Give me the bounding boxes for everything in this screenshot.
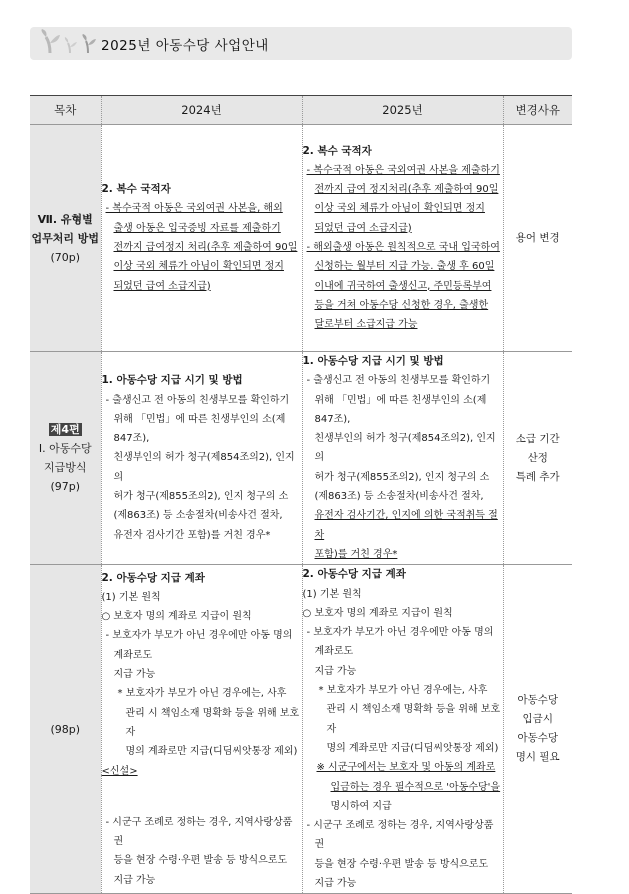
- toc-page: (70p): [50, 250, 81, 264]
- toc-page: (97p): [50, 480, 81, 494]
- cell-2024: [101, 565, 302, 894]
- text-line: (제863조) 등 소송절차(비송사건 절차,: [113, 510, 283, 522]
- page-title: 2025년 아동수당 사업안내: [101, 38, 269, 54]
- text-line: 친생부인의 허가 청구(제854조의2), 인지의: [314, 433, 496, 464]
- section-heading: 2. 복수 국적자: [101, 183, 171, 196]
- section-heading: 2. 아동수당 지급 계좌: [302, 568, 406, 581]
- text-line: 친생부인의 허가 청구(제854조의2), 인지의: [113, 452, 295, 483]
- section-heading: 2. 복수 국적자: [302, 144, 372, 157]
- part-badge: 제4편: [50, 423, 80, 437]
- text-line: - 출생신고 전 아동의 친생부모를 확인하기: [105, 394, 290, 406]
- reason-line: 명시 필요: [515, 751, 560, 764]
- header-2025: 2025년: [302, 96, 503, 125]
- toc-cell: [30, 565, 101, 894]
- cell-2024: [101, 125, 302, 352]
- table-header-row: [30, 96, 572, 125]
- cell-2024: [101, 352, 302, 565]
- sub-heading: (1) 기본 원칙: [302, 588, 362, 600]
- text-line: 명의 계좌로만 지급(디딤씨앗통장 제외): [125, 746, 298, 758]
- text-line: - 복수국적 아동은 국외여권 사본을, 해외: [105, 203, 283, 215]
- text-line: 지급 가능: [314, 878, 357, 890]
- text-line: 되었던 급여 소급지급): [314, 222, 412, 234]
- text-line: 지급 가능: [314, 665, 357, 677]
- text-line: 위해 「민법」에 따른 친생부인의 소(제847조),: [113, 413, 286, 445]
- toc-line: 업무처리 방법: [31, 231, 100, 245]
- reason-line: 소급 기간: [515, 432, 560, 445]
- sub-heading: (1) 기본 원칙: [101, 591, 161, 603]
- toc-line: Ⅶ. 유형별: [37, 212, 93, 226]
- header-2024: 2024년: [101, 96, 302, 125]
- text-line: 관리 시 책임소재 명확화 등을 위해 보호자: [125, 707, 300, 738]
- text-line: 포함)를 거친 경우*: [314, 548, 398, 560]
- text-line: 달로부터 소급지급 가능: [314, 319, 418, 331]
- text-line: * 보호자가 부모가 아닌 경우에는, 사후: [117, 688, 287, 700]
- new-label: <신설>: [101, 765, 138, 777]
- text-line: 입금하는 경우 필수적으로 '아동수당'을: [330, 781, 501, 793]
- text-line: 지급 가능: [113, 874, 156, 886]
- bullet-line: ○ 보호자 명의 계좌로 지급이 원칙: [302, 607, 453, 619]
- text-line: 이상 국외 체류가 아님이 확인되면 정지: [113, 261, 284, 273]
- table-row: [30, 352, 572, 565]
- text-line: 유전자 검사기간, 인지에 의한 국적취득 절차: [314, 510, 498, 541]
- reason-line: 입금시: [522, 713, 553, 726]
- text-line: 등을 현장 수령·우편 발송 등 방식으로도: [113, 855, 288, 867]
- text-line: 허가 청구(제855조의2), 인지 청구의 소: [113, 491, 289, 503]
- table-row: [30, 125, 572, 352]
- toc-cell: [30, 125, 101, 352]
- comparison-table: [30, 95, 572, 894]
- toc-cell: [30, 352, 101, 565]
- text-line: - 복수국적 아동은 국외여권 사본을 제출하기: [306, 164, 500, 176]
- text-line: 유전자 검사기간 포함)를 거친 경우*: [113, 529, 271, 541]
- reason-cell: [503, 125, 572, 352]
- reason-line: 용어 변경: [515, 231, 560, 244]
- text-line: ※ 시군구에서는 보호자 및 아동의 계좌로: [316, 762, 496, 774]
- reason-line: 아동수당: [517, 732, 559, 745]
- text-line: 등을 현장 수령·우편 발송 등 방식으로도: [314, 858, 489, 870]
- text-line: 지급 가능: [113, 669, 156, 681]
- bullet-line: ○ 보호자 명의 계좌로 지급이 원칙: [101, 611, 252, 623]
- text-line: 명의 계좌로만 지급(디딤씨앗통장 제외): [326, 742, 499, 754]
- cell-2025: [302, 125, 503, 352]
- reason-cell: [503, 352, 572, 565]
- header-reason: 변경사유: [503, 96, 572, 125]
- text-line: - 시군구 조례로 정하는 경우, 지역사랑상품권: [306, 820, 494, 851]
- text-line: - 시군구 조례로 정하는 경우, 지역사랑상품권: [105, 816, 293, 848]
- text-line: 전까지 급여 정지처리(추후 제출하여 90일: [314, 184, 499, 196]
- section-heading: 2. 아동수당 지급 계좌: [101, 571, 205, 584]
- toc-page: (98p): [50, 722, 81, 736]
- toc-line: Ⅰ. 아동수당: [38, 442, 92, 456]
- section-heading: 1. 아동수당 지급 시기 및 방법: [101, 374, 243, 387]
- text-line: 허가 청구(제855조의2), 인지 청구의 소: [314, 471, 490, 483]
- section-heading: 1. 아동수당 지급 시기 및 방법: [302, 355, 444, 367]
- text-line: 등을 거쳐 아동수당 신청한 경우, 출생한: [314, 299, 489, 311]
- reason-line: 산정: [527, 451, 548, 464]
- cell-2025: [302, 352, 503, 565]
- reason-cell: [503, 565, 572, 894]
- text-line: - 보호자가 부모가 아닌 경우에만 아동 명의 계좌로도: [105, 630, 293, 661]
- text-line: - 출생신고 전 아동의 친생부모를 확인하기: [306, 375, 491, 387]
- text-line: 이내에 귀국하여 출생신고, 주민등록부여: [314, 280, 492, 292]
- text-line: 위해 「민법」에 따른 친생부인의 소(제847조),: [314, 394, 487, 425]
- text-line: 관리 시 책임소재 명확화 등을 위해 보호자: [326, 704, 501, 735]
- toc-line: 지급방식: [43, 461, 87, 475]
- text-line: - 보호자가 부모가 아닌 경우에만 아동 명의 계좌로도: [306, 627, 494, 658]
- reason-line: 특례 추가: [515, 470, 560, 483]
- text-line: - 해외출생 아동은 원칙적으로 국내 입국하여: [306, 242, 500, 253]
- section-header: [30, 27, 572, 60]
- text-line: 명시하여 지급: [330, 800, 392, 812]
- text-line: * 보호자가 부모가 아닌 경우에는, 사후: [318, 685, 488, 697]
- header-toc: 목차: [30, 96, 101, 125]
- text-line: 출생 아동은 입국증빙 자료를 제출하기: [113, 222, 281, 234]
- text-line: 되었던 급여 소급지급): [113, 280, 211, 292]
- text-line: 전까지 급여정지 처리(추후 제출하여 90일: [113, 242, 298, 253]
- table-row: [30, 565, 572, 894]
- text-line: 신청하는 월부터 지급 가능. 출생 후 60일: [314, 261, 495, 273]
- text-line: (제863조) 등 소송절차(비송사건 절차,: [314, 491, 484, 503]
- sprout-icon: [40, 29, 100, 55]
- cell-2025: [302, 565, 503, 894]
- reason-line: 아동수당: [517, 694, 559, 707]
- text-line: 이상 국외 체류가 아님이 확인되면 정지: [314, 203, 485, 215]
